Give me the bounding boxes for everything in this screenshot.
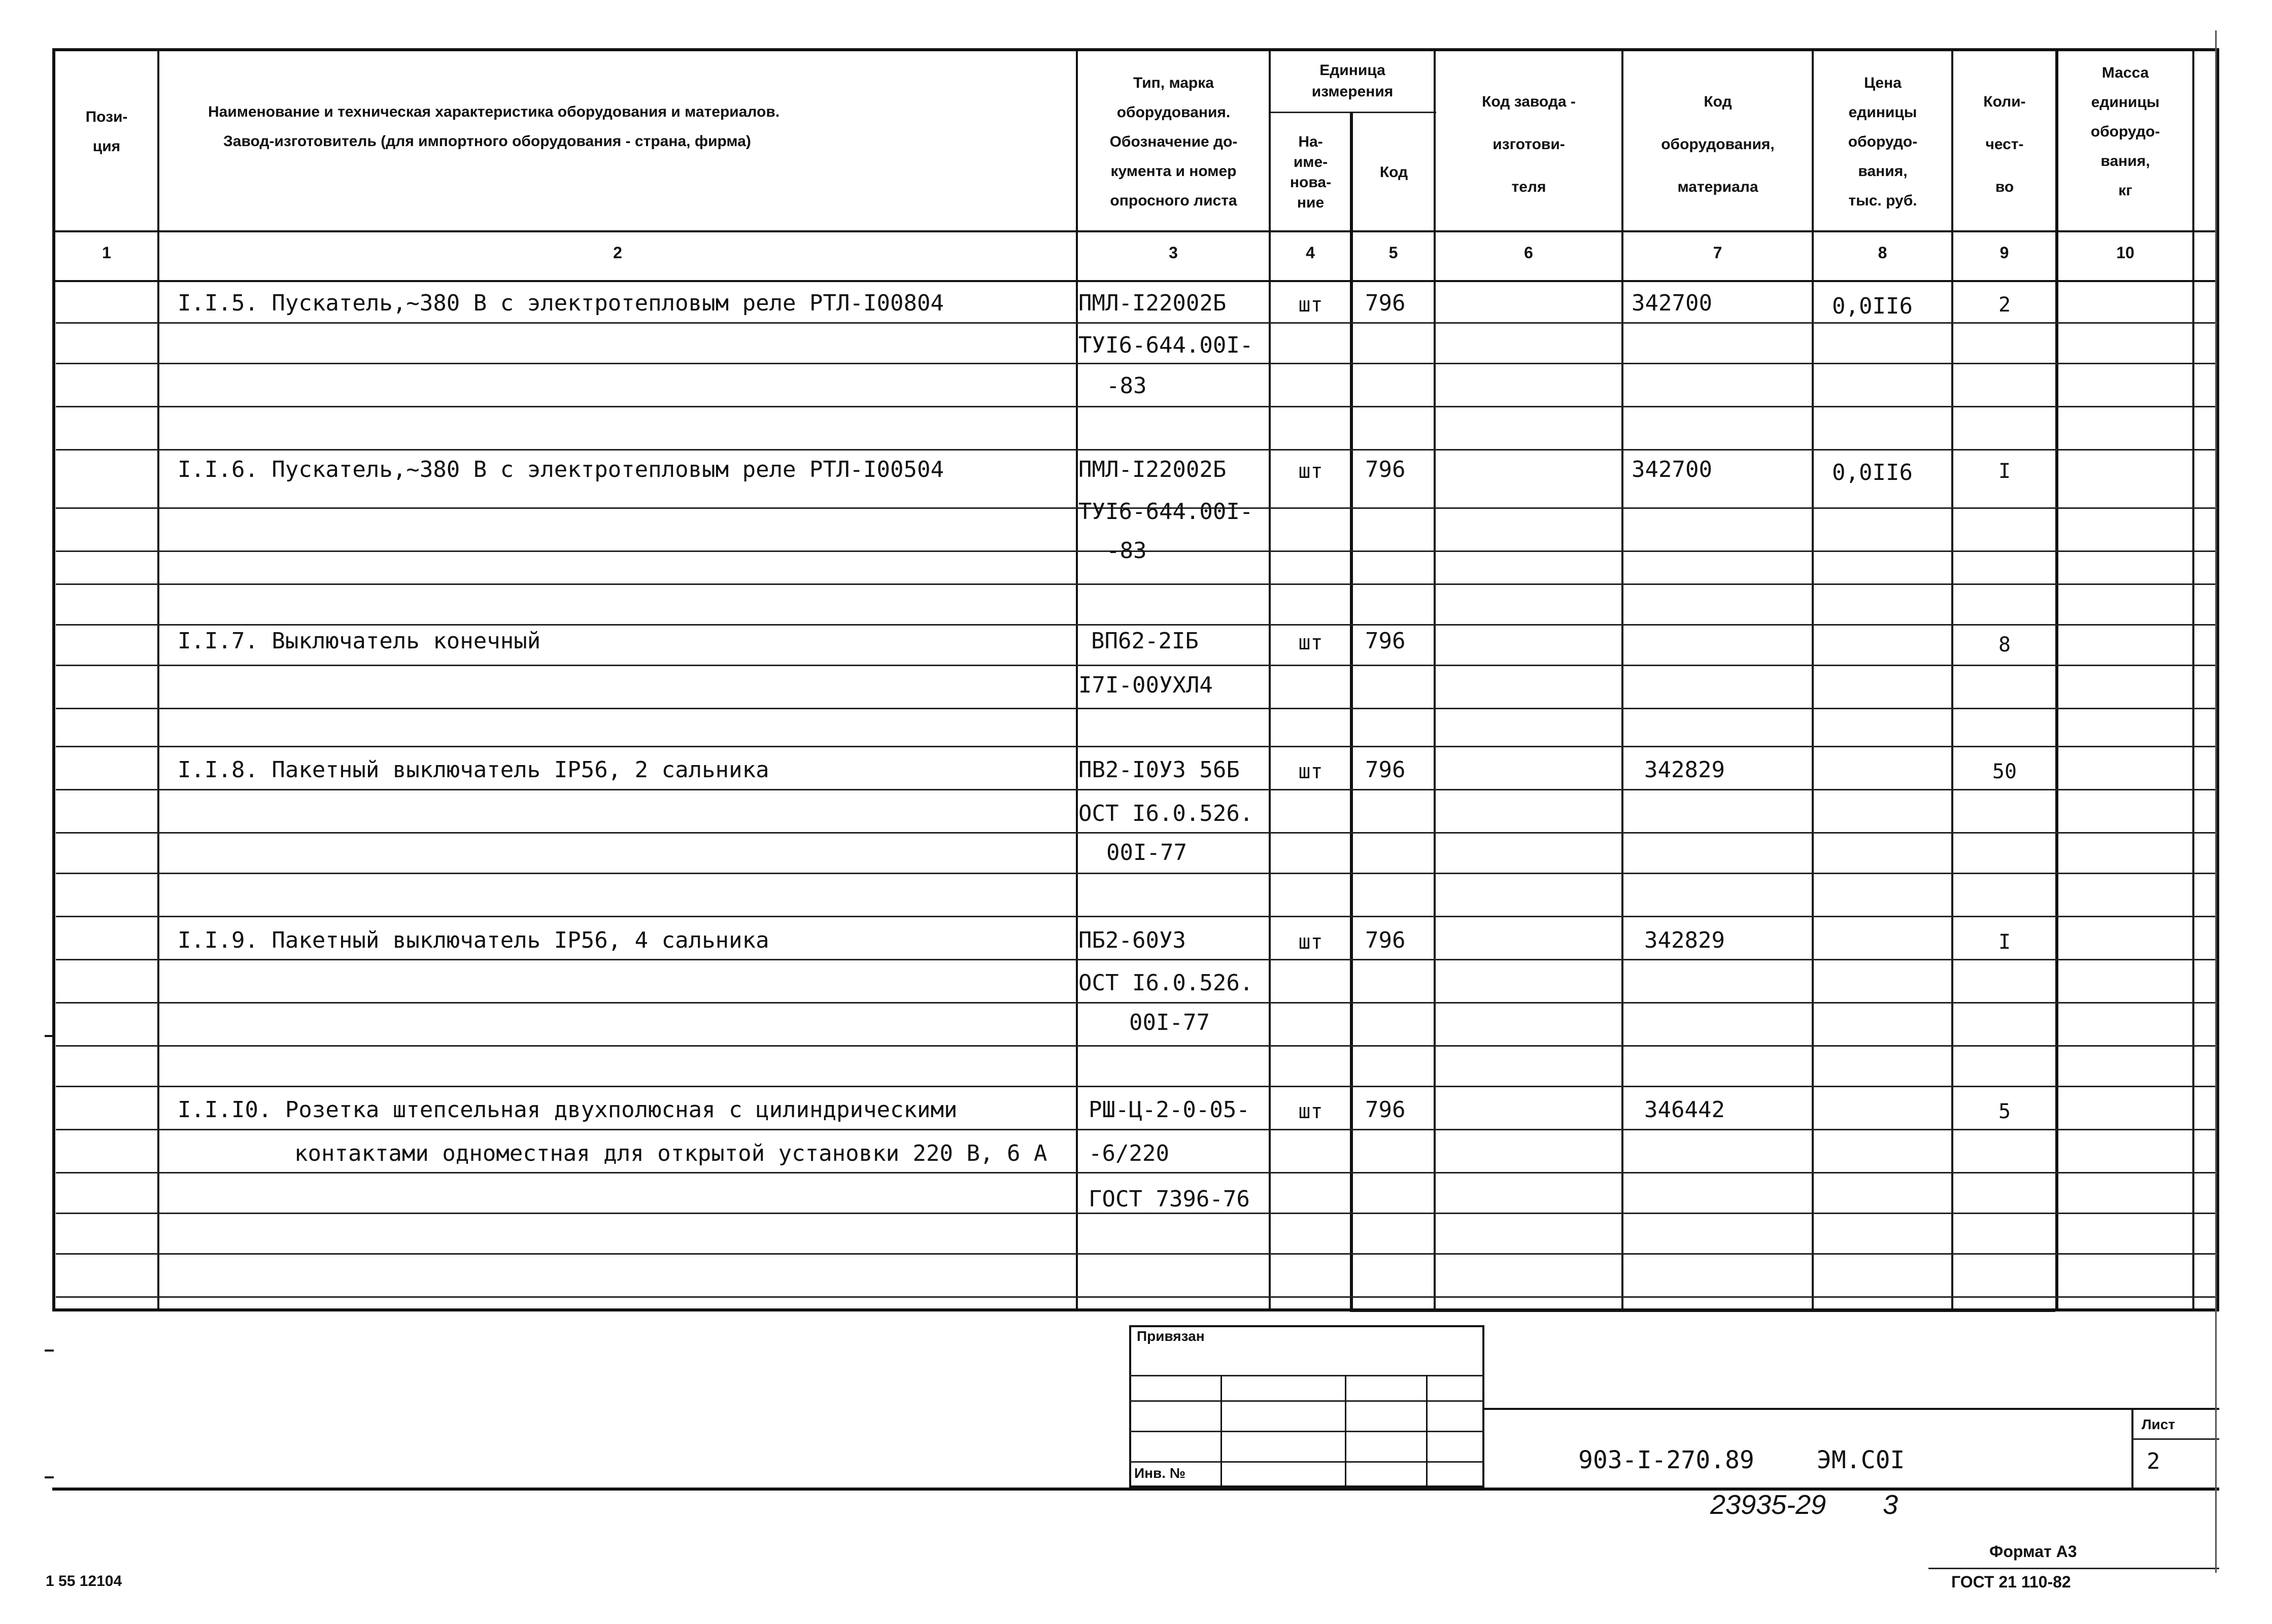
item-quantity: 5 (1998, 1100, 2011, 1123)
col-line-5 (1434, 48, 1436, 1311)
stamp-line (1345, 1375, 1346, 1488)
item-type: ПВ2-I0УЗ 56Б (1078, 757, 1240, 783)
document-code: ЭМ.С0I (1817, 1446, 1905, 1474)
item-name: I.I.6. Пускатель,~380 В с электротепловым реле РТЛ-I00504 (178, 457, 944, 482)
header-text: оборудования. (1116, 104, 1231, 121)
header-position (56, 96, 157, 167)
stamp-line (1426, 1375, 1428, 1488)
stamp-line (1220, 1375, 1222, 1488)
item-type: ОСТ I6.0.526. (1078, 970, 1253, 996)
row-line (56, 322, 2218, 324)
row-line (56, 363, 2218, 364)
column-number: 7 (1713, 244, 1722, 262)
item-type: I7I-00УХЛ4 (1078, 672, 1213, 698)
sheet-box-divider (2131, 1438, 2219, 1440)
header-text: чест- (1985, 136, 2024, 153)
format-label: Формат А3 (1989, 1542, 2077, 1561)
header-text: Коли- (1983, 93, 2026, 110)
item-type: -83 (1106, 538, 1147, 564)
item-unit-name: шт (1298, 930, 1323, 954)
handwritten-page: 3 (1883, 1490, 1898, 1520)
item-price: 0,0II6 (1832, 460, 1913, 486)
row-line (56, 1253, 2218, 1255)
header-factory-code (1436, 76, 1621, 213)
item-unit-name: шт (1298, 631, 1323, 654)
item-material-code: 342829 (1644, 927, 1725, 953)
item-unit-code: 796 (1365, 757, 1406, 783)
header-text: ция (92, 138, 121, 155)
column-number: 9 (1999, 244, 2009, 262)
item-type: ПМЛ-I22002Б (1078, 290, 1227, 316)
row-line (56, 449, 2218, 451)
header-unit-group (1271, 52, 1434, 110)
header-text: вания, (1858, 163, 1908, 180)
bound-stamp (1129, 1325, 1484, 1488)
header-text: Код (1704, 93, 1732, 110)
column-number: 2 (613, 244, 622, 262)
row-line (56, 708, 2218, 709)
row-line (56, 665, 2218, 666)
item-quantity: 2 (1998, 293, 2011, 317)
header-unit-code (1354, 117, 1434, 228)
header-text: Наименование и техническая характеристика оборудования и материалов. (208, 103, 780, 120)
header-text: На- (1298, 133, 1323, 150)
item-unit-code: 796 (1365, 1097, 1406, 1123)
item-price: 0,0II6 (1832, 293, 1913, 319)
header-text: единицы (2091, 94, 2160, 111)
col-line-2 (1076, 48, 1078, 1311)
item-name: контактами одноместная для открытой установки 220 В, 6 А (294, 1141, 1047, 1166)
inv-label: Инв. № (1134, 1465, 1186, 1481)
header-type (1078, 61, 1269, 223)
item-material-code: 342700 (1632, 457, 1712, 482)
item-type: -6/220 (1089, 1141, 1169, 1166)
item-material-code: 342700 (1632, 290, 1712, 316)
header-text: Обозначение до- (1109, 133, 1238, 150)
stamp-line (1129, 1431, 1484, 1432)
row-line (56, 873, 2218, 874)
header-text: Тип, марка (1133, 75, 1214, 91)
header-text: теля (1511, 179, 1546, 195)
item-name: I.I.7. Выключатель конечный (178, 628, 541, 654)
bound-label: Привязан (1137, 1328, 1205, 1344)
column-number: 5 (1388, 244, 1398, 262)
row-line (56, 1296, 2218, 1298)
header-text: измерения (1311, 83, 1394, 100)
item-unit-code: 796 (1365, 290, 1406, 316)
item-name: I.I.I0. Розетка штепсельная двухполюсная с цилиндрическими (178, 1097, 958, 1123)
item-unit-name: шт (1298, 1100, 1323, 1123)
column-number: 8 (1878, 244, 1887, 262)
header-text: Пози- (85, 109, 128, 125)
item-name: I.I.8. Пакетный выключатель IP56, 2 сальника (178, 757, 769, 783)
sheet-label: Лист (2142, 1416, 2176, 1432)
item-quantity: 50 (1992, 760, 2017, 783)
item-unit-name: шт (1298, 293, 1323, 317)
stamp-line (1129, 1375, 1484, 1376)
sheet-number: 2 (2147, 1448, 2160, 1474)
column-number: 10 (2116, 244, 2134, 262)
item-unit-code: 796 (1365, 927, 1406, 953)
row-line (56, 1129, 2218, 1130)
header-text: Код (1379, 164, 1408, 181)
column-number: 4 (1306, 244, 1315, 262)
col-line-9 (2055, 48, 2058, 1311)
col-line-3 (1269, 48, 1271, 1311)
title-block-top (1484, 1408, 2219, 1410)
sheet-box-left (2131, 1408, 2133, 1489)
header-price (1814, 63, 1951, 221)
gost-label: ГОСТ 21 110-82 (1951, 1573, 2071, 1591)
item-unit-name: шт (1298, 460, 1323, 483)
header-mass (2058, 56, 2192, 208)
header-text: материала (1677, 179, 1758, 195)
item-quantity: I (1998, 930, 2011, 954)
column-number: 6 (1524, 244, 1533, 262)
column-number: 3 (1169, 244, 1178, 262)
item-type: -83 (1106, 373, 1147, 399)
header-unit-name (1271, 117, 1350, 228)
header-quantity (1954, 76, 2055, 213)
header-text: опросного листа (1110, 192, 1237, 209)
row-line (56, 916, 2218, 917)
header-text: изготови- (1493, 136, 1565, 153)
margin-tick (45, 1350, 54, 1352)
handwritten-number: 23935-29 (1710, 1490, 1826, 1520)
row-line (56, 583, 2218, 585)
header-material-code (1624, 76, 1812, 213)
header-text: оборудо- (2090, 123, 2160, 140)
header-text: во (1995, 179, 2014, 195)
header-text: ние (1297, 194, 1325, 211)
col-line-1 (157, 48, 159, 1311)
header-text: кумента и номер (1110, 163, 1237, 180)
item-type: 00I-77 (1129, 1010, 1210, 1035)
sheet-edge (2215, 30, 2217, 1573)
item-type: РШ-Ц-2-0-05- (1089, 1097, 1250, 1123)
col-line-8 (1951, 48, 1953, 1311)
col-line-7 (1812, 48, 1814, 1311)
row-line (56, 1045, 2218, 1047)
item-quantity: I (1998, 460, 2011, 483)
header-text: кг (2118, 182, 2132, 199)
header-text: Цена (1864, 75, 1902, 91)
document-number: 903-I-270.89 (1578, 1446, 1754, 1474)
row-line (56, 624, 2218, 626)
item-unit-code: 796 (1365, 457, 1406, 482)
col-line-6 (1621, 48, 1623, 1311)
row-line (56, 746, 2218, 747)
item-type: ВП62-2IБ (1091, 628, 1199, 654)
column-number: 1 (102, 244, 111, 262)
row-line (56, 1213, 2218, 1214)
item-type: 00I-77 (1106, 840, 1187, 866)
left-code: 1 55 12104 (46, 1573, 122, 1590)
item-material-code: 346442 (1644, 1097, 1725, 1123)
stamp-line (1129, 1461, 1484, 1463)
header-text: вания, (2100, 153, 2150, 169)
item-material-code: 342829 (1644, 757, 1725, 783)
item-name: I.I.9. Пакетный выключатель IP56, 4 сальника (178, 927, 769, 953)
header-text: оборудования, (1661, 136, 1775, 153)
header-text: име- (1293, 154, 1328, 170)
col-line-4 (1350, 112, 1353, 1311)
body-bottom-right (1350, 1309, 2055, 1312)
item-type: ТУI6-644.00I- (1078, 499, 1253, 525)
row-line (56, 789, 2218, 790)
header-text: Завод-изготовитель (для импортного оборудования - страна, фирма) (223, 133, 751, 150)
header-text: нова- (1290, 174, 1332, 191)
item-type: ПБ2-60УЗ (1078, 927, 1186, 953)
row-line (56, 1172, 2218, 1173)
item-unit-code: 796 (1365, 628, 1406, 654)
item-type: ГОСТ 7396-76 (1089, 1186, 1250, 1212)
item-quantity: 8 (1998, 633, 2011, 656)
row-line (56, 1002, 2218, 1004)
row-line (56, 1086, 2218, 1087)
margin-tick (45, 1476, 54, 1478)
footer-line (1928, 1568, 2219, 1569)
row-line (56, 406, 2218, 407)
header-text: Масса (2101, 64, 2149, 81)
header-text: Единица (1319, 61, 1385, 79)
stamp-line (1129, 1400, 1484, 1402)
row-line (56, 832, 2218, 834)
row-line (56, 959, 2218, 960)
col-line-10 (2192, 48, 2194, 1311)
header-text: тыс. руб. (1848, 192, 1917, 209)
item-type: ТУI6-644.00I- (1078, 332, 1253, 358)
header-text: единицы (1848, 104, 1917, 121)
header-divider (52, 230, 2219, 232)
item-unit-name: шт (1298, 760, 1323, 783)
item-type: ОСТ I6.0.526. (1078, 801, 1253, 826)
item-name: I.I.5. Пускатель,~380 В с электротепловым реле РТЛ-I00804 (178, 290, 944, 316)
header-text: Код завода - (1482, 93, 1576, 110)
column-number-divider (52, 280, 2219, 282)
header-name (167, 86, 929, 167)
margin-tick (45, 1035, 54, 1037)
item-type: ПМЛ-I22002Б (1078, 457, 1227, 482)
header-text: оборудо- (1848, 133, 1918, 150)
